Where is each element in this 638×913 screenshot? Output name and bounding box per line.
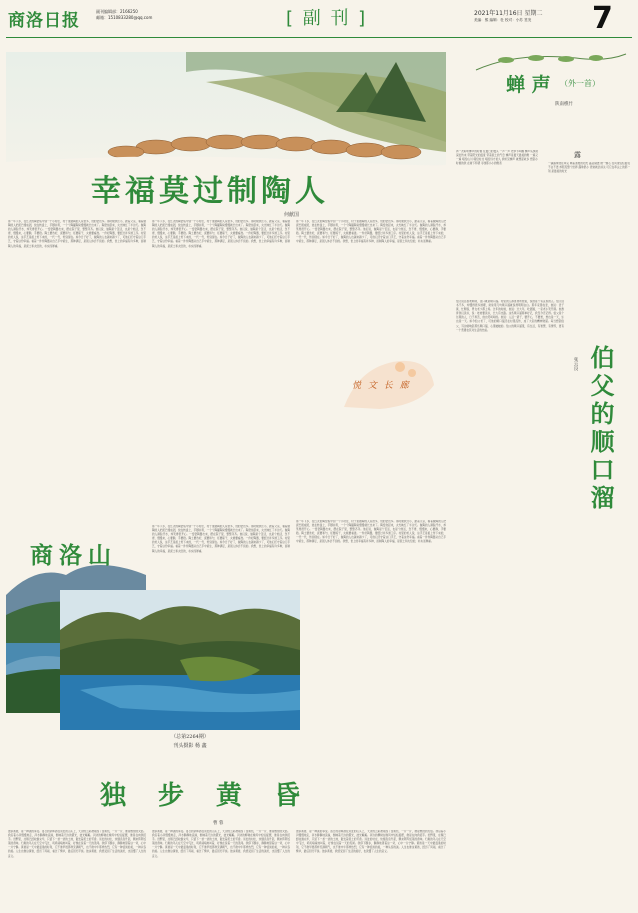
section-title: [ 副 刊 ] — [286, 8, 368, 29]
info-phone: 副刊编辑部：2166250 — [96, 9, 138, 14]
lake-photo — [60, 590, 300, 730]
article-body-dusk-col2: 独步黄昏，是一种美的享受。落日的余晖洒在远处的山头上，天边的云彩被染成了金黄色，一片一片，像是燃烧的火焰。我沿着小河慢慢地走，河水静静地流淌，倒映着天边的霞光，波光粼粼。河边的柳树在晚风中轻轻摇摆，像是在向我招手。田野里，庄稼已经收割完毕，只留下一垄一垄的土地，散发着泥土的芳香。远处的村庄，炊烟袅袅升起，飘来阵阵饭菜的香味。归巢的鸟儿在天空中飞过，叽叽喳喳地叫着，好像在说着一天的见闻。我停下脚步，静静地望着这一切，心中一片宁静。黄昏是一天中最温柔的时刻，它不像早晨那样充满朝气，也不像中午那样热烈，它有一种恬淡的美，一种从容的美。人生也像这黄昏，经历了风雨，看过了繁华，最后回归平淡。独步黄昏，我感受到了生活的美好，也读懂了人生的意义。 — [152, 830, 290, 858]
article-title-dusk: 独步黄昏 — [100, 781, 333, 811]
article-title-cicada: 蝉 声 — [506, 74, 551, 96]
issue-date: 2021年11月16日 星期二 — [474, 10, 543, 17]
article-subtitle-cicada: （外一首） — [560, 79, 600, 88]
article-body-happiness: 那一年下乡，在红火的陶窑集中到一个小村庄，村子里做陶的人家很多，烧的窑也多。那时候我还小，跟着父亲，看着做陶的人把泥巴揉成团，放在转盘上，手脚并用，一个个陶罐陶瓮慢慢就长出来了。陶窑烧起来，火光映红了半边天。做陶的人满脸汗水，却笑得很开心。一窑窑陶器出来，摆在院子里，整整齐齐。他们说，做陶是个苦活，也是个细活，急不得，慢慢来，心要静，手要稳。陶土要选好，泥要和匀，坯要晾干，火候要看准。一件好陶器，要经过许多道工序。村里的老人说，这手艺是祖上传下来的，一代一代，传到现在。如今日子好了，做陶的人也越来越少了，可他们还守着这门手艺，守着这份幸福。看着一件件陶器从自己手中诞生，那种满足，是别人体会不到的。我想，世上的幸福有许多种，而制陶人的幸福，是泥土和火给的，朴实而厚重。 — [8, 220, 146, 248]
header-rule — [6, 37, 632, 38]
byline-uncle: 张云良 — [573, 357, 578, 371]
masthead-info — [96, 9, 152, 21]
article-title-happiness: 幸福莫过制陶人 — [91, 174, 329, 209]
poem-cicada: 再一次聆听蝉声的时候 在夏日的枝头 一声一声 把季节叫醒 蝉声从绿荫深处传来 带着阳光的温度 带着泥土的气息 蝉声是夏天最美的歌 一遍又一遍 唱给山川 唱给村庄 唱给远方的人 我听见蝉声 就想起故乡 想起小时候的我 在树下仰望 寻找那小小的歌者 — [456, 150, 538, 166]
page-number: 7 — [592, 1, 613, 36]
photo-caption — [150, 733, 230, 751]
byline-happiness: 何献国 — [284, 212, 300, 218]
poem-title-dew: 露 — [574, 151, 581, 159]
newspaper-logo: 商洛日报 — [8, 11, 80, 31]
article-body-uncle: 伯父说话喜欢押韵，张口就是顺口溜。村里的人都喜欢听他说，说他是个有意思的人。伯父读书不多，却懂得很多道理，常常用几句顺口溜就说得明明白白。那年家里收麦，他说：麦子黄，忙断肠，男女老少都上场。过年的时候，他说：过大年，吃团圆，一家老小笑开颜。他教育我们读书，说：娃娃要读书，长大有出路。这些顺口溜简单好记，我至今还记得。伯父是个乐观的人，日子再苦，他也笑呵呵的。他说：人活一辈子，要开心，不要愁，愁也是一天，乐也是一天。如今伯父老了，可他的顺口溜还在村里流传，成了大家的精神财富。每当想起伯父，耳边就响起那些顺口溜，心里暖暖的。伯父的顺口溜里，有生活，有智慧，有情怀，更有一个普通农民对生活的热爱。 — [456, 300, 564, 332]
byline-cicada: 陕南樵竹 — [555, 102, 573, 107]
photo-title-shangluo: 商洛山 — [30, 543, 117, 569]
poem-dew: 一滴露珠挂在草尖 映着清晨的阳光 晶莹剔透 像一颗心 在风里轻轻摇曳 不言不语 却照见整个世界 露珠很小 很快就会消失 可它在草尖上的那一刻 是最美的时光 — [548, 162, 630, 174]
article-body-happiness-col4: 那一年下乡，在红火的陶窑集中到一个小村庄，村子里做陶的人家很多，烧的窑也多。那时候我还小，跟着父亲，看着做陶的人把泥巴揉成团，放在转盘上，手脚并用，一个个陶罐陶瓮慢慢就长出来了。陶窑烧起来，火光映红了半边天。做陶的人满脸汗水，却笑得很开心。一窑窑陶器出来，摆在院子里，整整齐齐。他们说，做陶是个苦活，也是个细活，急不得，慢慢来，心要静，手要稳。陶土要选好，泥要和匀，坯要晾干，火候要看准。一件好陶器，要经过许多道工序。村里的老人说，这手艺是祖上传下来的，一代一代，传到现在。如今日子好了，做陶的人也越来越少了，可他们还守着这门手艺，守着这份幸福。看着一件件陶器从自己手中诞生，那种满足，是别人体会不到的。我想，世上的幸福有许多种，而制陶人的幸福，是泥土和火给的，朴实而厚重。 — [152, 525, 290, 553]
info-email: 邮箱：1510833280@qq.com — [96, 15, 153, 20]
article-body-happiness-col3: 那一年下乡，在红火的陶窑集中到一个小村庄，村子里做陶的人家很多，烧的窑也多。那时候我还小，跟着父亲，看着做陶的人把泥巴揉成团，放在转盘上，手脚并用，一个个陶罐陶瓮慢慢就长出来了。陶窑烧起来，火光映红了半边天。做陶的人满脸汗水，却笑得很开心。一窑窑陶器出来，摆在院子里，整整齐齐。他们说，做陶是个苦活，也是个细活，急不得，慢慢来，心要静，手要稳。陶土要选好，泥要和匀，坯要晾干，火候要看准。一件好陶器，要经过许多道工序。村里的老人说，这手艺是祖上传下来的，一代一代，传到现在。如今日子好了，做陶的人也越来越少了，可他们还守着这门手艺，守着这份幸福。看着一件件陶器从自己手中诞生，那种满足，是别人体会不到的。我想，世上的幸福有许多种，而制陶人的幸福，是泥土和火给的，朴实而厚重。 — [296, 220, 446, 244]
article-body-dusk-col1: 独步黄昏，是一种美的享受。落日的余晖洒在远处的山头上，天边的云彩被染成了金黄色，一片一片，像是燃烧的火焰。我沿着小河慢慢地走，河水静静地流淌，倒映着天边的霞光，波光粼粼。河边的柳树在晚风中轻轻摇摆，像是在向我招手。田野里，庄稼已经收割完毕，只留下一垄一垄的土地，散发着泥土的芳香。远处的村庄，炊烟袅袅升起，飘来阵阵饭菜的香味。归巢的鸟儿在天空中飞过，叽叽喳喳地叫着，好像在说着一天的见闻。我停下脚步，静静地望着这一切，心中一片宁静。黄昏是一天中最温柔的时刻，它不像早晨那样充满朝气，也不像中午那样热烈，它有一种恬淡的美，一种从容的美。人生也像这黄昏，经历了风雨，看过了繁华，最后回归平淡。独步黄昏，我感受到了生活的美好，也读懂了人生的意义。 — [8, 830, 146, 858]
editor-credits: 美编：熊 编辑：杜 校对：小苏 签发 — [474, 18, 532, 22]
article-body-happiness-col5: 那一年下乡，在红火的陶窑集中到一个小村庄，村子里做陶的人家很多，烧的窑也多。那时候我还小，跟着父亲，看着做陶的人把泥巴揉成团，放在转盘上，手脚并用，一个个陶罐陶瓮慢慢就长出来了。陶窑烧起来，火光映红了半边天。做陶的人满脸汗水，却笑得很开心。一窑窑陶器出来，摆在院子里，整整齐齐。他们说，做陶是个苦活，也是个细活，急不得，慢慢来，心要静，手要稳。陶土要选好，泥要和匀，坯要晾干，火候要看准。一件好陶器，要经过许多道工序。村里的老人说，这手艺是祖上传下来的，一代一代，传到现在。如今日子好了，做陶的人也越来越少了，可他们还守着这门手艺，守着这份幸福。看着一件件陶器从自己手中诞生，那种满足，是别人体会不到的。我想，世上的幸福有许多种，而制陶人的幸福，是泥土和火给的，朴实而厚重。 — [296, 520, 446, 544]
article-body-happiness-col2: 那一年下乡，在红火的陶窑集中到一个小村庄，村子里做陶的人家很多，烧的窑也多。那时候我还小，跟着父亲，看着做陶的人把泥巴揉成团，放在转盘上，手脚并用，一个个陶罐陶瓮慢慢就长出来了。陶窑烧起来，火光映红了半边天。做陶的人满脸汗水，却笑得很开心。一窑窑陶器出来，摆在院子里，整整齐齐。他们说，做陶是个苦活，也是个细活，急不得，慢慢来，心要静，手要稳。陶土要选好，泥要和匀，坯要晾干，火候要看准。一件好陶器，要经过许多道工序。村里的老人说，这手艺是祖上传下来的，一代一代，传到现在。如今日子好了，做陶的人也越来越少了，可他们还守着这门手艺，守着这份幸福。看着一件件陶器从自己手中诞生，那种满足，是别人体会不到的。我想，世上的幸福有许多种，而制陶人的幸福，是泥土和火给的，朴实而厚重。 — [152, 220, 290, 248]
byline-dusk: 曹 蓉 — [213, 821, 224, 826]
reading-corridor-text: 悦 文 长 廊 — [352, 381, 411, 391]
article-body-dusk-col3: 独步黄昏，是一种美的享受。落日的余晖洒在远处的山头上，天边的云彩被染成了金黄色，一片一片，像是燃烧的火焰。我沿着小河慢慢地走，河水静静地流淌，倒映着天边的霞光，波光粼粼。河边的柳树在晚风中轻轻摇摆，像是在向我招手。田野里，庄稼已经收割完毕，只留下一垄一垄的土地，散发着泥土的芳香。远处的村庄，炊烟袅袅升起，飘来阵阵饭菜的香味。归巢的鸟儿在天空中飞过，叽叽喳喳地叫着，好像在说着一天的见闻。我停下脚步，静静地望着这一切，心中一片宁静。黄昏是一天中最温柔的时刻，它不像早晨那样充满朝气，也不像中午那样热烈，它有一种恬淡的美，一种从容的美。人生也像这黄昏，经历了风雨，看过了繁华，最后回归平淡。独步黄昏，我感受到了生活的美好，也读懂了人生的意义。 — [296, 830, 446, 854]
issue-number: （总第2264期） — [171, 734, 209, 740]
photo-credit: 刊头摄影 杨 鑫 — [173, 743, 207, 749]
article-title-uncle: 伯父的顺口溜 — [586, 345, 614, 513]
